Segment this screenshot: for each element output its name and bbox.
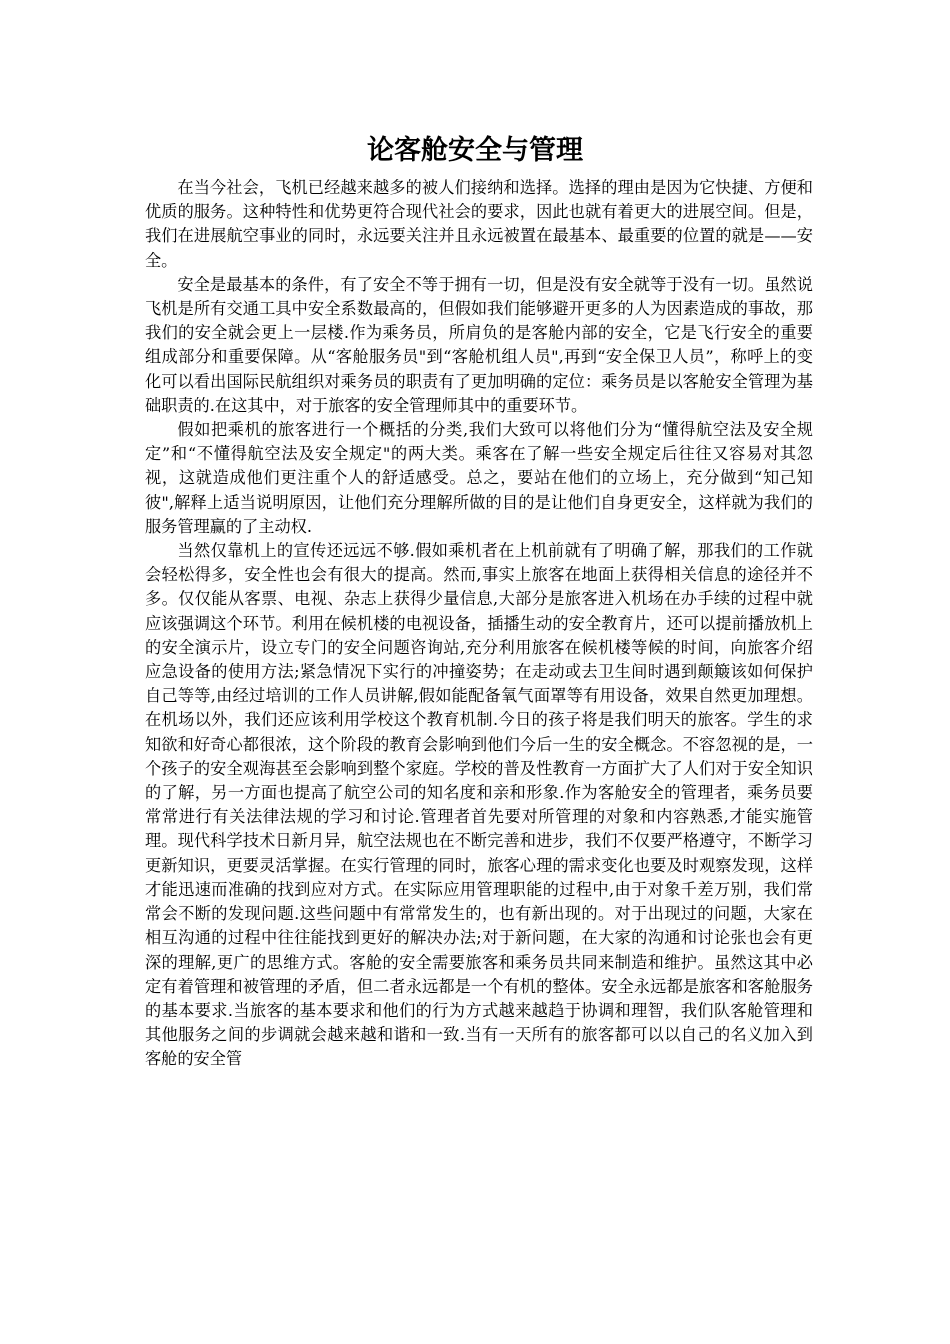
document-title: 论客舱安全与管理	[367, 135, 583, 166]
paragraph-1: 在当今社会，飞机已经越来越多的被人们接纳和选择。选择的理由是因为它快捷、方便和优质的服务。这种特性和优势更符合现代社会的要求，因此也就有着更大的进展空间。但是，我们在进展航空事业的同时，永远要关注并且永远被置在最基本、最重要的位置的就是——安全。	[145, 178, 813, 270]
document-body	[145, 176, 813, 1072]
paragraph-4: 当然仅靠机上的宣传还远远不够.假如乘机者在上机前就有了明确了解，那我们的工作就会轻松得多，安全性也会有很大的提高。然而,事实上旅客在地面上获得相关信息的途径并不多。仅仅能从客票、电视、杂志上获得少量信息,大部分是旅客进入机场在办手续的过程中就应该强调这个环节。利用在候机楼的电视设备，插播生动的安全教育片，还可以提前播放机上的安全演示片，设立专门的安全问题咨询站,充分利用旅客在候机楼等候的时间，向旅客介绍应急设备的使用方法;紧急情况下实行的冲撞姿势；在走动或去卫生间时遇到颠簸该如何保护自己等等,由经过培训的工作人员讲解,假如能配备氧气面罩等有用设备，效果自然更加理想。在机场以外，我们还应该利用学校这个教育机制.今日的孩子将是我们明天的旅客。学生的求知欲和好奇心都很浓，这个阶段的教育会影响到他们今后一生的安全概念。不容忽视的是，一个孩子的安全观海甚至会影响到整个家庭。学校的普及性教育一方面扩大了人们对于安全知识的了解，另一方面也提高了航空公司的知名度和亲和形象.作为客舱安全的管理者，乘务员要常常进行有关法律法规的学习和讨论.管理者首先要对所管理的对象和内容熟悉,才能实施管理。现代科学技术日新月异，航空法规也在不断完善和进步，我们不仅要严格遵守，不断学习更新知识，更要灵活掌握。在实行管理的同时，旅客心理的需求变化也要及时观察发现，这样才能迅速而准确的找到应对方式。在实际应用管理职能的过程中,由于对象千差万别，我们常常会不断的发现问题.这些问题中有常常发生的，也有新出现的。对于出现过的问题，大家在相互沟通的过程中往往能找到更好的解决办法;对于新问题，在大家的沟通和讨论张也会有更深的理解,更广的思维方式。客舱的安全需要旅客和乘务员共同来制造和维护。虽然这其中必定有着管理和被管理的矛盾，但二者永远都是一个有机的整体。安全永远都是旅客和客舱服务的基本要求.当旅客的基本要求和他们的行为方式越来越趋于协调和理智，我们队客舱管理和其他服务之间的步调就会越来越和谐和一致.当有一天所有的旅客都可以以自己的名义加入到客舱的安全管	[145, 541, 813, 1069]
paragraph-2: 安全是最基本的条件，有了安全不等于拥有一切，但是没有安全就等于没有一切。虽然说飞机是所有交通工具中安全系数最高的，但假如我们能够避开更多的人为因素造成的事故，那我们的安全就会更上一层楼.作为乘务员，所肩负的是客舱内部的安全，它是飞行安全的重要组成部分和重要保障。从“客舱服务员"到“客舱机组人员",再到“安全保卫人员”，称呼上的变化可以看出国际民航组织对乘务员的职责有了更加明确的定位：乘务员是以客舱安全管理为基础职责的.在这其中，对于旅客的安全管理师其中的重要环节。	[145, 274, 813, 415]
paragraph-3: 假如把乘机的旅客进行一个概括的分类,我们大致可以将他们分为“懂得航空法及安全规定”和“不懂得航空法及安全规定"的两大类。乘客在了解一些安全规定后往往又容易对其忽视，这就造成他们更注重个人的舒适感受。总之，要站在他们的立场上，充分做到“知己知彼",解释上适当说明原因，让他们充分理解所做的目的是让他们自身更安全，这样就为我们的服务管理赢的了主动权.	[145, 420, 813, 536]
